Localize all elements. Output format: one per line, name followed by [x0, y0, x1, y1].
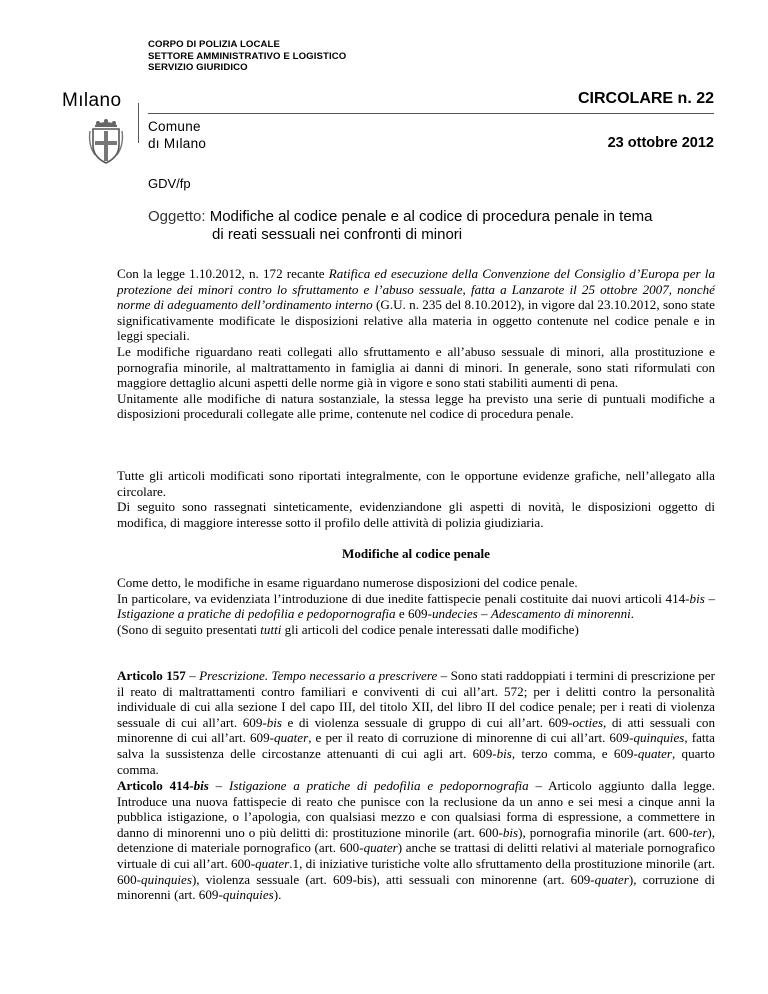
text-italic: undecies: [431, 606, 478, 622]
article-subtitle: Prescrizione. Tempo necessario a prescrivere: [199, 668, 438, 683]
text-span: Articolo 414-: [117, 778, 194, 793]
text-span: (G.U. n. 235 del 8.10.2012), in vigore dal 23.10.2012, sono state significativamente modificate le disposizioni relative alla materia in oggetto contenute nel codice penale e in leggi speciali.: [117, 297, 715, 344]
paragraph-law: [117, 266, 715, 422]
text-span: –: [477, 606, 491, 622]
paragraph-summary: Di seguito sono rassegnati sinteticamente, evidenziandone gli aspetti di novità, le disposizioni oggetto di modifica, di maggiore interesse sotto il profilo delle attività di polizia giudiziaria.: [117, 499, 715, 530]
text-span: ), detenzione di materiale pornografico (art. 600-: [117, 824, 715, 856]
text-span: e 609-: [395, 606, 432, 622]
text-italic: Adescamento di minorenni: [490, 606, 631, 622]
paragraph-procedural: Unitamente alle modifiche di natura sostanziale, la stessa legge ha previsto una serie di puntuali modifiche a disposizioni procedurali collegate alle prime, contenute nel codice di procedura penale.: [117, 390, 715, 422]
subject-line-1: [148, 208, 653, 226]
circolare-number: CIRCOLARE n. 22: [577, 90, 714, 107]
paragraph-attachment: [117, 468, 715, 530]
text-span: – Sono stati raddoppiati i termini di prescrizione per il reato di maltrattamenti contro familiari e conviventi di cui all’art. 572; per i delitti contro la personalità individuale di cui alla sezione I del capo III, del titolo XII, del libro II del codice penale; per i reati di violenza sessuale di cui all’art. 609-: [117, 668, 715, 730]
article-414-bis: [117, 778, 715, 903]
paragraph-attachment-1: Tutte gli articoli modificati sono riportati integralmente, con le opportune evidenze grafiche, nell’allegato alla circolare.: [117, 468, 715, 499]
text-italic: quater: [274, 730, 309, 746]
text-span: .1, di iniziative turistiche volte allo sfruttamento della prostituzione minorile (art. 600-: [117, 855, 715, 887]
text-span: (Sono di seguito presentati: [117, 621, 261, 637]
department-header: [148, 39, 346, 74]
text-span: di atti sessuali con minorenne di cui all’art. 609-: [117, 714, 715, 746]
reference-code: GDV/fp: [148, 176, 191, 191]
text-italic: bis: [689, 590, 705, 606]
text-span: –: [208, 778, 230, 793]
text-span: ), corruzione di minorenni (art. 609-: [117, 871, 715, 903]
text-span: ).: [273, 887, 282, 903]
text-span: ) anche se trattasi di delitti relativi al materiale pornografico virtuale di cui all’art. 600-: [117, 840, 715, 871]
text-italic: bis: [502, 824, 519, 840]
text-italic: bis: [496, 745, 512, 761]
circolare-date: 23 ottobre 2012: [607, 135, 714, 151]
city-brand: Mılano: [62, 90, 122, 111]
text-span: , quarto comma.: [117, 745, 715, 777]
text-italic: quinquies: [222, 887, 274, 903]
text-span: fatta salva la sussistenza delle circostanze attenuanti di cui agli art. 609-: [117, 730, 715, 761]
text-italic: tutti: [260, 621, 282, 637]
text-span: gli articoli del codice penale interessati dalle modifiche): [281, 621, 579, 637]
subject-line-2: di reati sessuali nei confronti di minori: [212, 226, 463, 243]
text-italic: octies,: [572, 714, 607, 730]
header-line-2: SETTORE AMMINISTRATIVO E LOGISTICO: [148, 50, 347, 62]
comune-label: [148, 118, 206, 152]
subject-label: Oggetto:: [148, 208, 206, 225]
text-italic: ter: [692, 824, 708, 840]
text-italic: Istigazione a pratiche di pedofilia e pedopornografia: [117, 606, 396, 622]
text-span: ), violenza sessuale (art. 609-bis), atti sessuali con minorenne (art. 609-: [191, 871, 595, 887]
section-heading: Modifiche al codice penale: [341, 546, 490, 561]
text-italic: quater: [594, 871, 629, 887]
text-span: ), pornografia minorile (art. 600-: [518, 824, 693, 840]
comune-line-1: Comune: [148, 119, 201, 134]
text-span: , terzo comma, e 609-: [511, 745, 638, 761]
text-span: .: [630, 606, 635, 622]
article-title: Articolo 157: [117, 668, 186, 683]
article-title: [117, 778, 209, 793]
paragraph-changes: Le modifiche riguardano reati collegati allo sfruttamento e all’abuso sessuale di minori, alla prostituzione e pornografia minorile, al maltrattamento in famiglia ai danni di minori. In generale, sono stati riformulati con maggiore dettaglio alcuni aspetti delle norme già in vigore e sono stati stabiliti aumenti di pena.: [117, 343, 715, 391]
header-line-3: SERVIZIO GIURIDICO: [148, 62, 248, 74]
text-italic: quater: [363, 840, 398, 856]
subject-text-1: Modifiche al codice penale e al codice di procedura penale in tema: [209, 208, 653, 225]
article-157: [117, 668, 715, 777]
comune-line-2: dı Mılano: [148, 136, 207, 151]
text-span: In particolare, va evidenziata l’introduzione di due inedite fattispecie penali costituite dai nuovi articoli 414-: [117, 590, 690, 606]
paragraph-particular: [117, 591, 715, 622]
text-italic: quater: [255, 855, 290, 871]
article-subtitle: Istigazione a pratiche di pedofilia e pedopornografia: [229, 778, 529, 793]
paragraph-note: [117, 622, 715, 638]
text-italic: quater: [637, 745, 673, 761]
law-title: Ratifica ed esecuzione della Convenzione del Consiglio d’Europa per la protezione dei minori contro lo sfruttamento e l’abuso sessuale, fatta a Lanzarote il 25 ottobre 2007, nonché norme di adeguamento dell’ordinamento interno: [117, 266, 715, 313]
text-span: –: [185, 668, 200, 683]
coat-of-arms-icon: [87, 117, 125, 165]
header-line-1: CORPO DI POLIZIA LOCALE: [148, 39, 280, 50]
text-span: –: [704, 590, 715, 606]
text-span: e di violenza sessuale di gruppo di cui all’art. 609-: [282, 714, 573, 730]
text-italic: quinquies: [141, 871, 192, 887]
paragraph-intro: [117, 575, 715, 637]
brand-divider: [148, 113, 714, 114]
text-italic: quinquies,: [633, 730, 688, 746]
text-span: Con la legge 1.10.2012, n. 172 recante: [117, 266, 329, 281]
text-span: – Articolo aggiunto dalla legge. Introduce una nuova fattispecie di reato che punisce con la reclusione da un anno e sei mesi a cinque anni la pubblica istigazione, o l’apologia, con qualsiasi mezzo e con qualsiasi forma di espressione, a commettere in danno di minorenni uno o più delitti di: prostituzione minorile (art. 600-: [117, 778, 715, 840]
text-span: , e per il reato di corruzione di minorenne di cui all’art. 609-: [308, 730, 634, 746]
brand-vertical-divider: [138, 103, 139, 143]
text-italic: bis: [193, 778, 209, 793]
text-italic: bis: [266, 714, 283, 730]
paragraph-as-said: Come detto, le modifiche in esame riguardano numerose disposizioni del codice penale.: [117, 575, 578, 590]
